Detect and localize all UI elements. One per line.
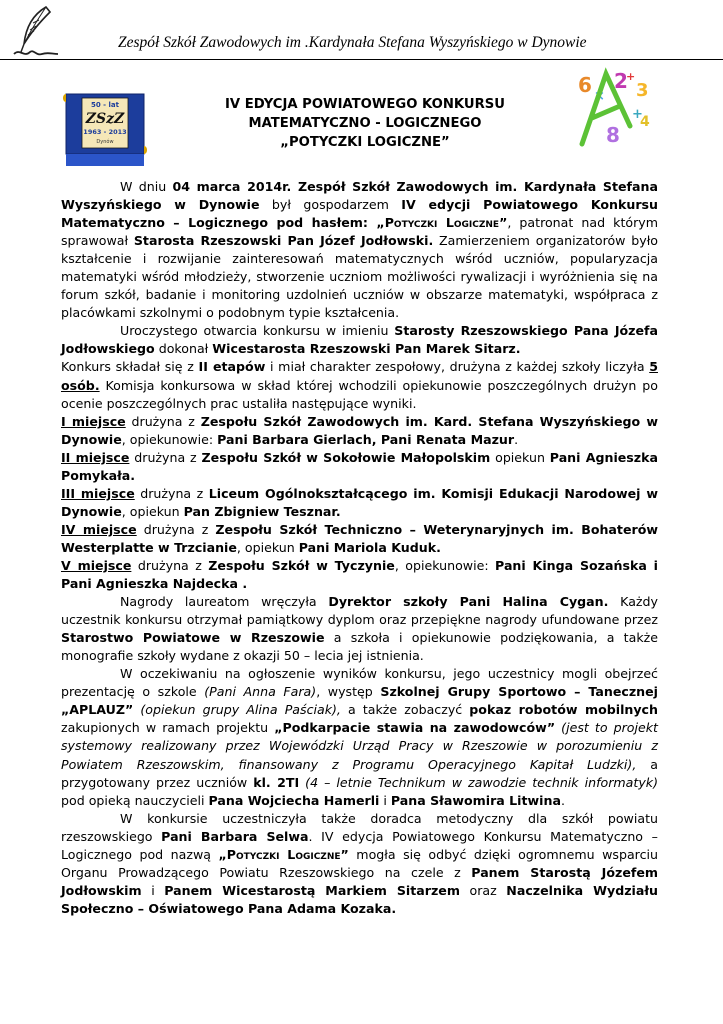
svg-text:ZSzZ: ZSzZ	[85, 111, 125, 127]
svg-text:4: 4	[640, 114, 650, 130]
document-title	[150, 95, 580, 152]
svg-text:+: +	[632, 107, 643, 122]
svg-text:×: ×	[594, 89, 605, 104]
title-line-3: „POTYCZKI LOGICZNE”	[280, 135, 450, 150]
paragraph-opening: Uroczystego otwarcia konkursu w imieniu Starosty Rzeszowskiego Pana Józefa Jodłowskiego dokonał Wicestarosta Rzeszowski Pan Marek Sitarz.	[61, 323, 659, 357]
svg-text:Dynów: Dynów	[96, 139, 114, 145]
svg-text:6: 6	[578, 73, 592, 97]
svg-text:3: 3	[636, 80, 649, 101]
page-header	[0, 0, 723, 62]
svg-text:2: 2	[614, 69, 628, 93]
article-body	[61, 178, 658, 918]
paragraph-intro: W dniu 04 marca 2014r. Zespół Szkół Zawodowych im. Kardynała Stefana Wyszyńskiego w Dynowie był gospodarzem IV edycji Powiatowego Konkursu Matematyczno – Logicznego pod hasłem: „Potyczki Logiczne”, patronat nad którym sprawował Starosta Rzeszowski Pan Józef Jodłowski. Zamierzeniem organizatorów było kształcenie i rozwijanie zainteresowań matematycznych wśród uczniów, popularyzacja matematyki wśród młodzieży, stworzenie uczniom możliwości rywalizacji i wyróżnienia się na forum szkół, badanie i monitoring uzdolnień uczniów w obszarze matematyki, współpraca z placówkami szkolnymi o podobnym typie kształcenia.	[61, 179, 658, 321]
result-place-1: I miejsce drużyna z Zespołu Szkół Zawodowych im. Kard. Stefana Wyszyńskiego w Dynowie, opiekunowie: Pani Barbara Gierlach, Pani Renata Mazur.	[61, 413, 659, 447]
svg-text:50 - lat: 50 - lat	[91, 101, 119, 109]
paragraph-awards: Nagrody laureatom wręczyła Dyrektor szkoły Pani Halina Cygan. Każdy uczestnik konkursu otrzymał pamiątkowy dyplom oraz przepiękne nagrody ufundowane przez Starostwo Powiatowe w Rzeszowie a szkoła i opiekunowie podziękowania, a także monografie szkoły wydane z okazji 50 – lecia jej istnienia.	[61, 594, 658, 664]
title-line-2: MATEMATYCZNO - LOGICZNEGO	[248, 116, 482, 131]
svg-text:8: 8	[606, 123, 620, 147]
school-logo	[60, 88, 150, 170]
title-line-1: IV EDYCJA POWIATOWEGO KONKURSU	[225, 97, 505, 112]
header-divider	[0, 59, 723, 60]
paragraph-contest-format: Konkurs składał się z II etapów i miał charakter zespołowy, drużyna z każdej szkoły liczyła 5 osób. Komisja konkursowa w skład której wchodzili opiekunowie poszczególnych drużyn po ocenie poszczególnych prac ustaliła następujące wyniki.	[61, 359, 658, 411]
header-school-name: Zespół Szkół Zawodowych im .Kardynała Stefana Wyszyńskiego w Dynowie	[118, 34, 587, 51]
paragraph-closing: W konkursie uczestniczyła także doradca metodyczny dla szkół powiatu rzeszowskiego Pani Barbara Selwa. IV edycja Powiatowego Konkursu Matematyczno – Logicznego pod nazwą „Potyczki Logiczne” mogła się odbyć dzięki ogromnemu wsparciu Organu Prowadzącego Powiatu Rzeszowskiego na czele z Panem Starostą Józefem Jodłowskim i Panem Wicestarostą Markiem Sitarzem oraz Naczelnika Wydziału Społeczno – Oświatowego Pana Adama Kozaka.	[61, 810, 658, 916]
result-place-4: IV miejsce drużyna z Zespołu Szkół Techniczno – Weterynaryjnych im. Bohaterów Westerplatte w Trzcianie, opiekun Pani Mariola Kuduk.	[61, 521, 658, 555]
math-decoration-icon	[570, 66, 662, 148]
svg-text:1963 - 2013: 1963 - 2013	[83, 128, 127, 136]
paragraph-program: W oczekiwaniu na ogłoszenie wyników konkursu, jego uczestnicy mogli obejrzeć prezentację o szkole (Pani Anna Fara), występ Szkolnej Grupy Sportowo – Tanecznej „APLAUZ” (opiekun grupy Alina Paściak), a także zobaczyć pokaz robotów mobilnych zakupionych w ramach projektu „Podkarpacie stawia na zawodowców” (jest to projekt systemowy realizowany przez Wojewódzki Urząd Pracy w Rzeszowie w porozumieniu z Powiatem Rzeszowskim, finansowany z Programu Operacyjnego Kapitał Ludzki), a przygotowany przez uczniów kl. 2TI (4 – letnie Technikum w zawodzie technik informatyk) pod opieką nauczycieli Pana Wojciecha Hamerli i Pana Sławomira Litwina.	[61, 666, 658, 808]
quill-icon	[6, 4, 64, 60]
result-place-5: V miejsce drużyna z Zespołu Szkół w Tyczynie, opiekunowie: Pani Kinga Sozańska i Pani Agnieszka Najdecka .	[61, 557, 658, 592]
result-place-3: III miejsce drużyna z Liceum Ogólnokształcącego im. Komisji Edukacji Narodowej w Dynowie, opiekun Pan Zbigniew Tesznar.	[61, 485, 658, 519]
result-place-2: II miejsce drużyna z Zespołu Szkół w Sokołowie Małopolskim opiekun Pani Agnieszka Pomykała.	[61, 449, 658, 483]
svg-text:+: +	[626, 70, 636, 83]
